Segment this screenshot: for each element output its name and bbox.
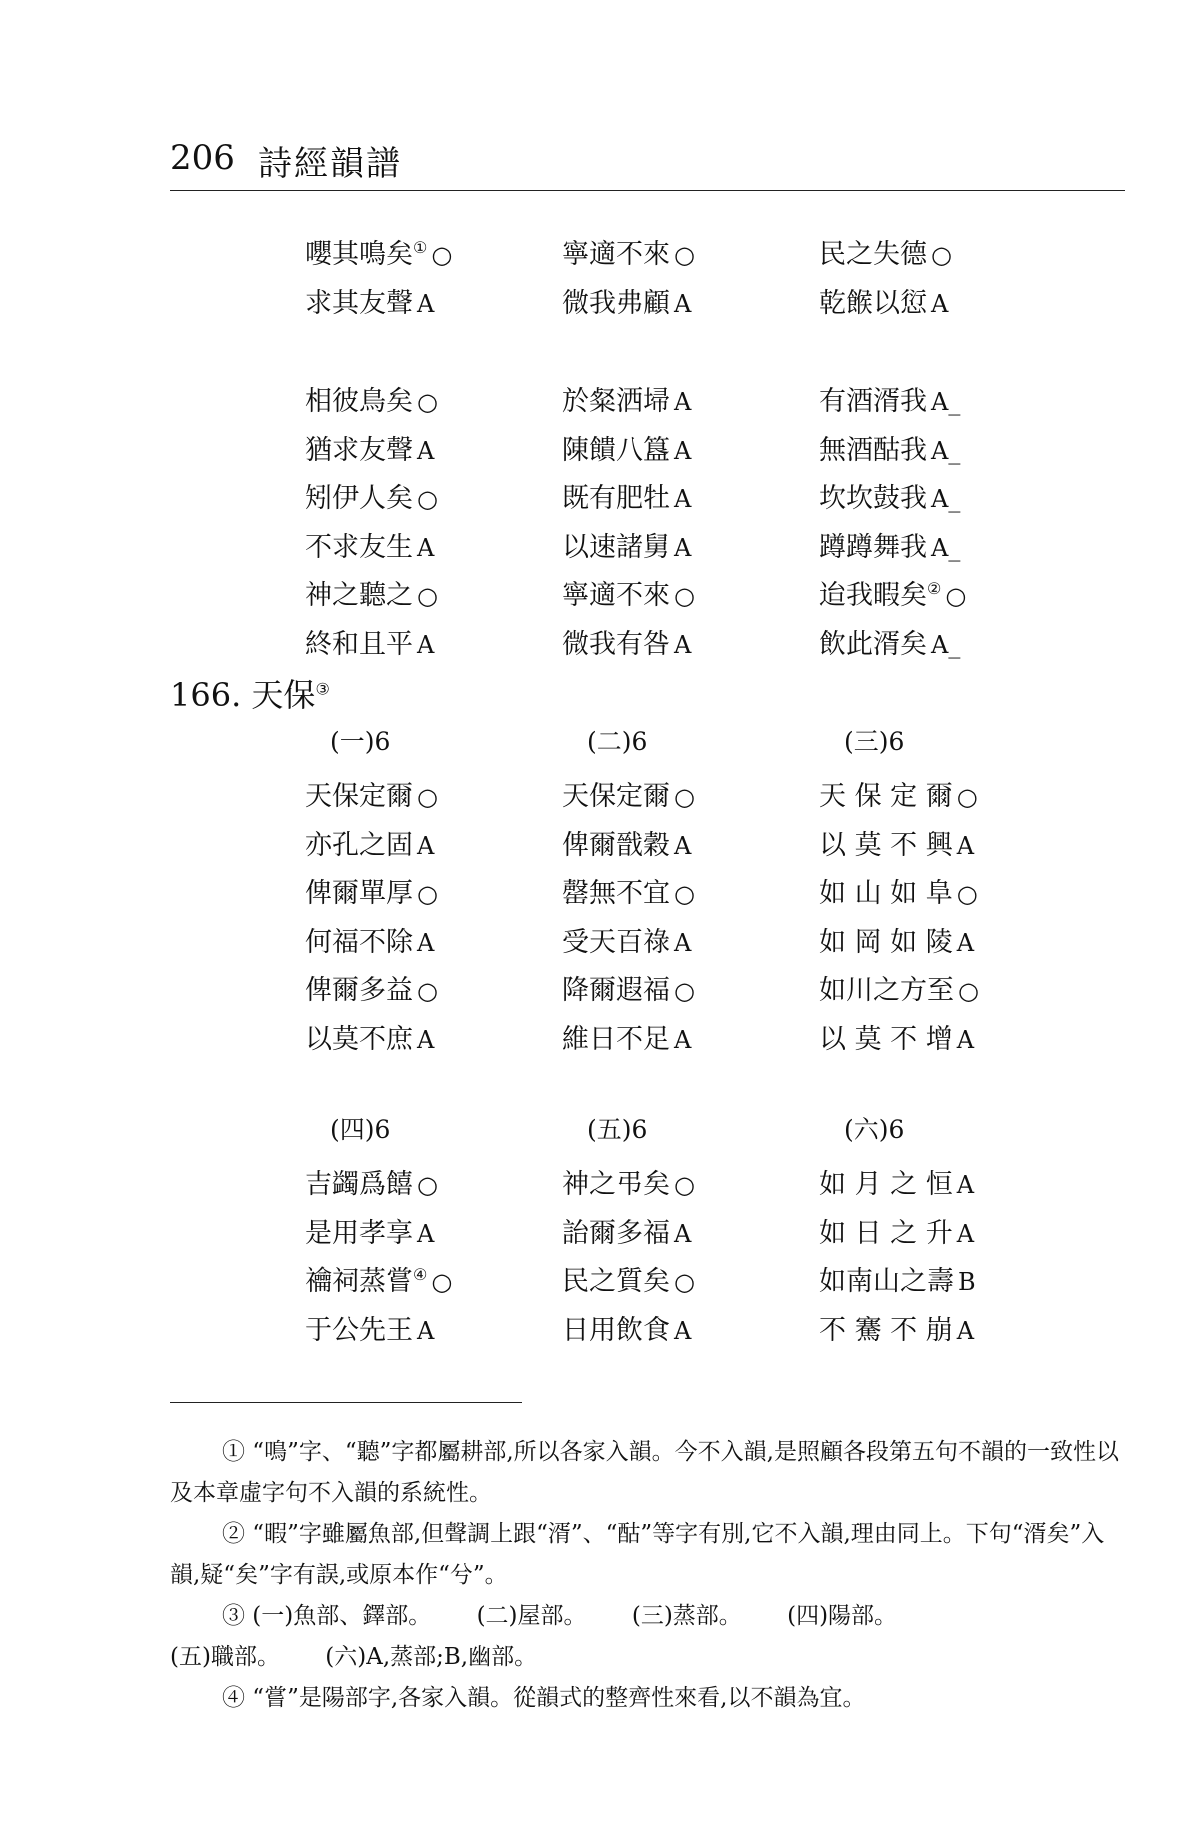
footnote-4: ④ “嘗”是陽部字,各家入韻。從韻式的整齊性來看,以不韻為宜。 xyxy=(222,1685,866,1711)
rhyme-mark: A_ xyxy=(931,533,961,562)
rhyme-mark: ○ xyxy=(417,485,438,513)
rhyme-mark: ○ xyxy=(417,388,438,416)
verse-line xyxy=(819,424,960,471)
verse-line xyxy=(819,1158,974,1205)
rhyme-mark: ○ xyxy=(945,582,967,610)
verse-text: 終和且平 xyxy=(305,628,413,660)
verse-line xyxy=(562,1304,691,1351)
verse-line xyxy=(819,521,960,568)
rhyme-mark: ○ xyxy=(931,241,952,269)
verse-text: 是用孝享 xyxy=(305,1217,413,1249)
verse-text: 飲此湑矣 xyxy=(819,628,927,660)
verse-line xyxy=(305,1158,438,1205)
verse-text: 亦孔之固 xyxy=(305,829,413,861)
verse-line xyxy=(305,1013,434,1060)
footnote-3-part: (四)陽部。 xyxy=(787,1603,898,1629)
verse-text: 何福不除 xyxy=(305,926,413,958)
verse-row xyxy=(305,277,1125,326)
rhyme-mark: A xyxy=(417,289,435,318)
verse-text: 如 岡 如 陵 xyxy=(819,926,953,958)
subhead-2: (二)6 xyxy=(587,727,648,756)
verse-row xyxy=(305,424,1125,473)
verse-line xyxy=(819,618,960,665)
verse-text: 如川之方至 xyxy=(819,975,954,1006)
verse-line xyxy=(305,618,434,665)
verse-text: 以速諸舅 xyxy=(562,531,670,563)
verse-text: 詒爾多福 xyxy=(562,1217,670,1249)
verse-text: 坎坎鼓我 xyxy=(819,483,927,514)
verse-line xyxy=(562,277,691,324)
verse-line xyxy=(819,770,978,817)
rhyme-mark: A xyxy=(674,533,692,562)
verse-text: 天保定爾 xyxy=(305,781,413,812)
footnote-3-part: ③ (一)魚部、鐸部。 xyxy=(222,1603,432,1629)
verse-text: 求其友聲 xyxy=(305,287,413,319)
verse-row xyxy=(305,770,1125,819)
verse-row xyxy=(305,1013,1125,1062)
verse-line xyxy=(819,819,974,866)
rhyme-mark: B xyxy=(958,1268,976,1296)
rhyme-mark: ○ xyxy=(956,880,978,908)
rhyme-mark: A xyxy=(417,533,435,562)
rhyme-mark: ○ xyxy=(417,783,438,811)
verse-line xyxy=(305,916,434,963)
verse-line xyxy=(305,375,438,422)
verse-row xyxy=(305,1207,1125,1256)
verse-text: 民之質矣 xyxy=(562,1266,670,1297)
footnote-3-part: (六)A,蒸部;B,幽部。 xyxy=(325,1644,538,1670)
verse-line xyxy=(305,819,434,866)
verse-line xyxy=(305,569,438,616)
stanza-block-1 xyxy=(305,228,1125,325)
poem-name: 天保 xyxy=(251,676,316,714)
verse-text: 寧適不來 xyxy=(562,239,670,270)
footnotes xyxy=(170,1432,1125,1719)
verse-row xyxy=(305,1255,1125,1304)
verse-line xyxy=(819,1255,976,1302)
verse-line xyxy=(562,964,695,1011)
rhyme-mark: ○ xyxy=(431,241,453,269)
verse-text: 相彼鳥矣 xyxy=(305,386,413,417)
rhyme-mark: A xyxy=(417,436,435,465)
verse-text: 神之聽之 xyxy=(305,580,413,611)
rhyme-mark: ○ xyxy=(674,1268,695,1296)
verse-line xyxy=(562,1207,691,1254)
rhyme-mark: A xyxy=(674,630,692,659)
rhyme-mark: A xyxy=(956,1025,975,1054)
verse-line xyxy=(562,521,691,568)
footnote-ref: ② xyxy=(927,579,942,598)
verse-row xyxy=(305,375,1125,424)
verse-text: 天保定爾 xyxy=(562,781,670,812)
footnote-3-part: (三)蒸部。 xyxy=(631,1603,742,1629)
verse-line xyxy=(819,569,966,616)
verse-text: 于公先王 xyxy=(305,1314,413,1346)
verse-text: 於粲洒埽 xyxy=(562,386,670,417)
verse-text: 乾餱以愆 xyxy=(819,287,927,319)
verse-text: 以 莫 不 增 xyxy=(819,1023,953,1055)
verse-row xyxy=(305,472,1125,521)
verse-line xyxy=(819,1207,974,1254)
verse-row xyxy=(305,1304,1125,1353)
verse-text: 如 山 如 阜 xyxy=(819,878,953,909)
rhyme-mark: ○ xyxy=(431,1268,453,1296)
verse-line xyxy=(562,472,691,519)
verse-text: 微我弗顧 xyxy=(562,287,670,319)
rhyme-mark: A xyxy=(674,831,692,860)
rhyme-mark: A xyxy=(674,1316,692,1345)
rhyme-mark: A xyxy=(674,436,692,465)
footnote-ref: ④ xyxy=(413,1265,428,1284)
footnote-1: ① “鳴”字、“聽”字都屬耕部,所以各家入韻。今不入韻,是照顧各段第五句不韻的一致性以及本章虛字句不入韻的系統性。 xyxy=(170,1439,1119,1506)
footnote-ref: ③ xyxy=(315,679,330,699)
verse-text: 維日不足 xyxy=(562,1023,670,1055)
verse-line xyxy=(819,964,979,1011)
verse-line xyxy=(562,424,691,471)
verse-line xyxy=(819,1013,974,1060)
verse-text: 俾爾多益 xyxy=(305,975,413,1006)
rhyme-mark: A xyxy=(931,289,949,318)
verse-text: 微我有咎 xyxy=(562,628,670,660)
rhyme-mark: A xyxy=(956,1219,975,1248)
verse-text: 陳饋八簋 xyxy=(562,434,670,466)
verse-line xyxy=(562,916,691,963)
rhyme-mark: A xyxy=(674,289,692,318)
verse-line xyxy=(305,277,434,324)
verse-line xyxy=(562,1013,691,1060)
rhyme-mark: ○ xyxy=(674,880,695,908)
subhead-6: (六)6 xyxy=(844,1115,905,1144)
verse-text: 如 月 之 恒 xyxy=(819,1169,953,1200)
verse-text: 天 保 定 爾 xyxy=(819,781,953,812)
verse-line xyxy=(562,819,691,866)
verse-line xyxy=(562,770,695,817)
verse-line xyxy=(819,277,948,324)
verse-text: 寧適不來 xyxy=(562,580,670,611)
verse-row xyxy=(305,228,1125,277)
verse-text: 以莫不庶 xyxy=(305,1023,413,1055)
verse-text: 俾爾戩穀 xyxy=(562,829,670,861)
rhyme-mark: A xyxy=(956,831,975,860)
rhyme-mark: ○ xyxy=(674,783,695,811)
rhyme-mark: A xyxy=(956,1171,975,1199)
rhyme-mark: A_ xyxy=(931,630,961,659)
rhyme-mark: A xyxy=(956,928,975,957)
verse-line xyxy=(819,916,974,963)
verse-text: 民之失德 xyxy=(819,239,927,270)
rhyme-mark: A xyxy=(417,1025,435,1054)
verse-text: 罄無不宜 xyxy=(562,878,670,909)
rhyme-mark: A xyxy=(674,388,692,416)
verse-text: 俾爾單厚 xyxy=(305,878,413,909)
verse-line xyxy=(305,964,438,1011)
verse-text: 不 騫 不 崩 xyxy=(819,1314,953,1346)
verse-text: 迨我暇矣 xyxy=(819,580,927,611)
verse-line xyxy=(305,521,434,568)
verse-row xyxy=(305,964,1125,1013)
rhyme-mark: ○ xyxy=(417,977,438,1005)
verse-text: 既有肥牡 xyxy=(562,483,670,514)
verse-text: 不求友生 xyxy=(305,531,413,563)
stanza-block-3 xyxy=(305,770,1125,1061)
stanza-block-4 xyxy=(305,1158,1125,1352)
rhyme-mark: ○ xyxy=(674,241,695,269)
poem-number: 166. xyxy=(170,676,242,714)
verse-line xyxy=(305,867,438,914)
verse-line xyxy=(562,569,695,616)
rhyme-mark: ○ xyxy=(417,880,438,908)
verse-text: 無酒酤我 xyxy=(819,434,927,466)
rhyme-mark: A_ xyxy=(931,388,961,416)
rhyme-mark: A xyxy=(417,831,435,860)
verse-text: 神之弔矣 xyxy=(562,1169,670,1200)
verse-text: 嚶其鳴矣 xyxy=(305,239,413,270)
verse-text: 以 莫 不 興 xyxy=(819,829,953,861)
rhyme-mark: A xyxy=(956,1316,975,1345)
verse-line xyxy=(562,1158,695,1205)
verse-text: 矧伊人矣 xyxy=(305,483,413,514)
verse-row xyxy=(305,569,1125,618)
rhyme-mark: A xyxy=(417,928,435,957)
verse-row xyxy=(305,618,1125,667)
rhyme-mark: A xyxy=(674,1219,692,1248)
book-title: 詩經韻譜 xyxy=(258,144,402,184)
footnote-2: ② “暇”字雖屬魚部,但聲調上跟“湑”、“酤”等字有別,它不入韻,理由同上。下句“湑矣”入韻,疑“矣”字有誤,或原本作“兮”。 xyxy=(170,1521,1105,1588)
rhyme-mark: A_ xyxy=(931,436,961,465)
verse-text: 如南山之壽 xyxy=(819,1266,954,1297)
verse-row xyxy=(305,867,1125,916)
verse-text: 降爾遐福 xyxy=(562,975,670,1006)
verse-line xyxy=(819,472,960,519)
verse-text: 禴祠蒸嘗 xyxy=(305,1266,413,1297)
poem-title xyxy=(170,670,330,716)
verse-line xyxy=(305,1207,434,1254)
verse-text: 受天百祿 xyxy=(562,926,670,958)
rhyme-mark: ○ xyxy=(958,977,979,1005)
stanza-block-2 xyxy=(305,375,1125,666)
rhyme-mark: A xyxy=(417,630,435,659)
rhyme-mark: ○ xyxy=(674,1171,695,1199)
verse-text: 如 日 之 升 xyxy=(819,1217,953,1249)
rhyme-mark: A xyxy=(674,485,692,513)
verse-line xyxy=(305,228,452,275)
verse-line xyxy=(562,1255,695,1302)
footnote-3-part: (二)屋部。 xyxy=(476,1603,587,1629)
footnote-ref: ① xyxy=(413,238,428,257)
rhyme-mark: A xyxy=(674,928,692,957)
rhyme-mark: A_ xyxy=(931,485,961,513)
rhyme-mark: ○ xyxy=(674,582,695,610)
rhyme-mark: A xyxy=(417,1219,435,1248)
verse-line xyxy=(305,1255,452,1302)
verse-line xyxy=(819,375,960,422)
verse-line xyxy=(562,375,691,422)
subhead-3: (三)6 xyxy=(844,727,905,756)
verse-line xyxy=(819,1304,974,1351)
rhyme-mark: A xyxy=(417,1316,435,1345)
footnote-divider xyxy=(170,1402,522,1403)
verse-line xyxy=(562,618,691,665)
verse-line xyxy=(819,867,978,914)
verse-line xyxy=(562,228,695,275)
subhead-5: (五)6 xyxy=(587,1115,648,1144)
verse-row xyxy=(305,819,1125,868)
verse-row xyxy=(305,521,1125,570)
verse-line xyxy=(305,472,438,519)
footnote-3-part: (五)職部。 xyxy=(170,1644,280,1670)
verse-line xyxy=(305,424,434,471)
footnote-3-cont xyxy=(170,1637,1125,1678)
verse-text: 有酒湑我 xyxy=(819,386,927,417)
verse-row xyxy=(305,1158,1125,1207)
subhead-1: (一)6 xyxy=(330,727,391,756)
subhead-4: (四)6 xyxy=(330,1115,391,1144)
verse-line xyxy=(305,1304,434,1351)
verse-line xyxy=(305,770,438,817)
rhyme-mark: ○ xyxy=(674,977,695,1005)
verse-text: 日用飲食 xyxy=(562,1314,670,1346)
rhyme-mark: ○ xyxy=(417,582,438,610)
footnote-3 xyxy=(170,1596,1125,1637)
rhyme-mark: ○ xyxy=(417,1171,438,1199)
verse-row xyxy=(305,916,1125,965)
verse-line xyxy=(819,228,952,275)
verse-line xyxy=(562,867,695,914)
page-number: 206 xyxy=(170,138,235,178)
verse-text: 吉蠲爲饎 xyxy=(305,1169,413,1200)
rhyme-mark: A xyxy=(674,1025,692,1054)
verse-text: 蹲蹲舞我 xyxy=(819,531,927,563)
page-header xyxy=(170,130,1125,191)
verse-text: 猶求友聲 xyxy=(305,434,413,466)
rhyme-mark: ○ xyxy=(956,783,978,811)
